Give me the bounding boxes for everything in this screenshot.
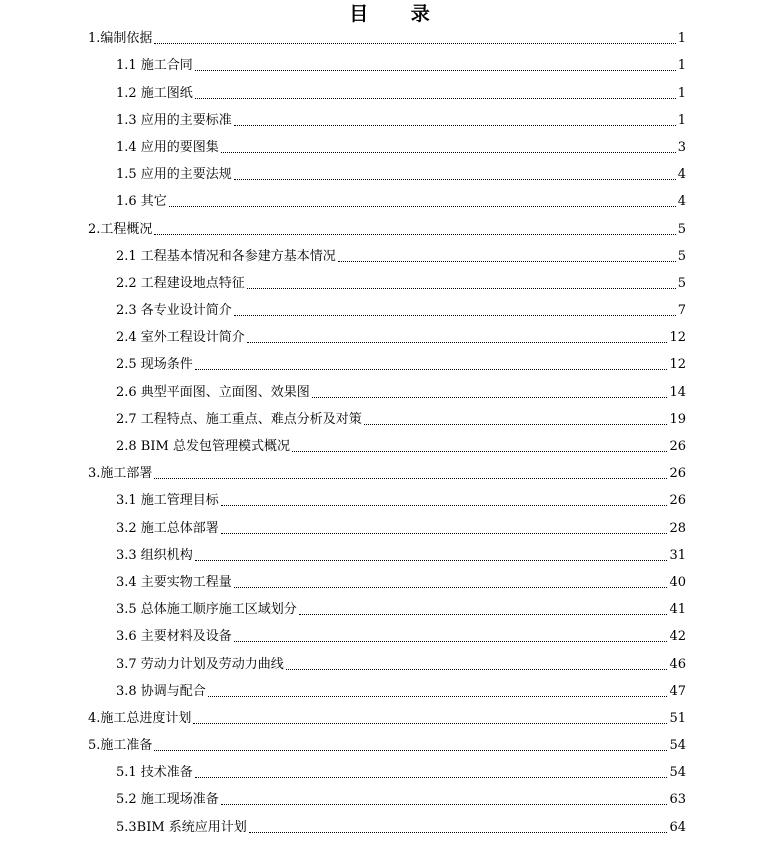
toc-entry-text: 3.1 施工管理目标 xyxy=(116,493,219,509)
toc-entry-text: 3.5 总体施工顺序施工区域划分 xyxy=(116,602,297,618)
dot-leader xyxy=(221,151,676,153)
toc-page-number: 40 xyxy=(669,574,686,590)
toc-page-number: 51 xyxy=(669,710,686,726)
toc-entry-text: 2.5 现场条件 xyxy=(116,357,193,373)
toc-subsection-entry[interactable] xyxy=(0,129,779,156)
dot-leader xyxy=(364,423,668,425)
toc-page-number: 63 xyxy=(669,792,686,808)
dot-leader xyxy=(247,287,676,289)
toc-subsection-entry[interactable] xyxy=(0,645,779,672)
toc-page-number: 42 xyxy=(669,629,686,645)
toc-page-number: 1 xyxy=(677,58,686,74)
toc-entry-text: 3.2 施工总体部署 xyxy=(116,520,219,536)
toc-subsection-entry[interactable] xyxy=(0,47,779,74)
dot-leader xyxy=(195,69,676,71)
toc-page-number: 54 xyxy=(669,738,686,754)
toc-page-number: 26 xyxy=(669,466,686,482)
toc-list xyxy=(0,20,779,836)
dot-leader xyxy=(299,613,668,615)
toc-section-entry[interactable] xyxy=(0,455,779,482)
toc-entry-text: 3.施工部署 xyxy=(88,466,153,482)
toc-subsection-entry[interactable] xyxy=(0,618,779,645)
toc-section-entry[interactable] xyxy=(0,700,779,727)
toc-page-number: 41 xyxy=(669,602,686,618)
dot-leader xyxy=(195,559,668,561)
toc-entry-text: 5.2 施工现场准备 xyxy=(116,792,219,808)
dot-leader xyxy=(195,776,668,778)
dot-leader xyxy=(221,504,668,506)
toc-entry-text: 3.4 主要实物工程量 xyxy=(116,574,232,590)
toc-subsection-entry[interactable] xyxy=(0,346,779,373)
toc-subsection-entry[interactable] xyxy=(0,808,779,835)
toc-subsection-entry[interactable] xyxy=(0,373,779,400)
toc-page-number: 5 xyxy=(677,221,686,237)
dot-leader xyxy=(154,477,667,479)
toc-page-number: 1 xyxy=(677,85,686,101)
toc-section-entry[interactable] xyxy=(0,210,779,237)
dot-leader xyxy=(193,722,667,724)
toc-entry-text: 1.1 施工合同 xyxy=(116,58,193,74)
toc-subsection-entry[interactable] xyxy=(0,754,779,781)
toc-page-number: 64 xyxy=(669,819,686,835)
toc-entry-text: 1.3 应用的主要标准 xyxy=(116,112,232,128)
toc-page-number: 26 xyxy=(669,493,686,509)
toc-page-number: 5 xyxy=(677,275,686,291)
toc-subsection-entry[interactable] xyxy=(0,482,779,509)
toc-entry-text: 2.工程概况 xyxy=(88,221,153,237)
dot-leader xyxy=(195,97,676,99)
toc-subsection-entry[interactable] xyxy=(0,564,779,591)
toc-page-number: 3 xyxy=(677,139,686,155)
toc-page-number: 14 xyxy=(669,384,686,400)
dot-leader xyxy=(154,749,667,751)
toc-page-number: 4 xyxy=(677,194,686,210)
toc-entry-text: 5.1 技术准备 xyxy=(116,765,193,781)
dot-leader xyxy=(169,205,676,207)
toc-subsection-entry[interactable] xyxy=(0,319,779,346)
toc-subsection-entry[interactable] xyxy=(0,238,779,265)
toc-page-number: 47 xyxy=(669,683,686,699)
toc-page-number: 4 xyxy=(677,167,686,183)
toc-subsection-entry[interactable] xyxy=(0,102,779,129)
dot-leader xyxy=(292,450,668,452)
dot-leader xyxy=(154,233,675,235)
toc-page-number: 5 xyxy=(677,248,686,264)
dot-leader xyxy=(208,695,668,697)
toc-subsection-entry[interactable] xyxy=(0,401,779,428)
toc-subsection-entry[interactable] xyxy=(0,509,779,536)
toc-subsection-entry[interactable] xyxy=(0,537,779,564)
toc-subsection-entry[interactable] xyxy=(0,74,779,101)
toc-entry-text: 2.6 典型平面图、立面图、效果图 xyxy=(116,384,310,400)
toc-entry-text: 3.6 主要材料及设备 xyxy=(116,629,232,645)
toc-entry-text: 1.2 施工图纸 xyxy=(116,85,193,101)
toc-entry-text: 5.3BIM 系统应用计划 xyxy=(116,819,247,835)
dot-leader xyxy=(234,640,668,642)
toc-page-number: 12 xyxy=(669,357,686,373)
dot-leader xyxy=(234,314,676,316)
dot-leader xyxy=(234,586,668,588)
toc-page-number: 7 xyxy=(677,303,686,319)
toc-subsection-entry[interactable] xyxy=(0,673,779,700)
toc-page-number: 12 xyxy=(669,330,686,346)
dot-leader xyxy=(154,42,675,44)
dot-leader xyxy=(312,396,668,398)
dot-leader xyxy=(247,341,668,343)
toc-section-entry[interactable] xyxy=(0,727,779,754)
toc-subsection-entry[interactable] xyxy=(0,591,779,618)
toc-subsection-entry[interactable] xyxy=(0,428,779,455)
dot-leader xyxy=(221,532,668,534)
toc-subsection-entry[interactable] xyxy=(0,781,779,808)
toc-entry-text: 2.2 工程建设地点特征 xyxy=(116,275,245,291)
toc-entry-text: 1.6 其它 xyxy=(116,194,167,210)
dot-leader xyxy=(195,368,668,370)
toc-entry-text: 1.4 应用的要图集 xyxy=(116,139,219,155)
toc-section-entry[interactable] xyxy=(0,20,779,47)
toc-subsection-entry[interactable] xyxy=(0,265,779,292)
dot-leader xyxy=(249,831,668,833)
dot-leader xyxy=(221,803,668,805)
toc-page-number: 54 xyxy=(669,765,686,781)
toc-entry-text: 2.3 各专业设计简介 xyxy=(116,303,232,319)
toc-entry-text: 3.7 劳动力计划及劳动力曲线 xyxy=(116,656,284,672)
toc-entry-text: 4.施工总进度计划 xyxy=(88,710,192,726)
toc-page-number: 1 xyxy=(677,31,686,47)
toc-page-number: 28 xyxy=(669,520,686,536)
toc-page-number: 26 xyxy=(669,439,686,454)
dot-leader xyxy=(234,178,676,180)
dot-leader xyxy=(338,260,676,262)
toc-title: 目 录 xyxy=(349,3,448,25)
dot-leader xyxy=(234,124,676,126)
toc-entry-text: 1.5 应用的主要法规 xyxy=(116,167,232,183)
toc-entry-text: 1.编制依据 xyxy=(88,31,153,47)
toc-page-number: 19 xyxy=(669,411,686,427)
toc-entry-text: 2.7 工程特点、施工重点、难点分析及对策 xyxy=(116,411,362,427)
toc-page-number: 1 xyxy=(677,112,686,128)
toc-entry-text: 3.8 协调与配合 xyxy=(116,683,206,699)
toc-subsection-entry[interactable] xyxy=(0,292,779,319)
toc-page-number: 46 xyxy=(669,656,686,672)
dot-leader xyxy=(286,668,668,670)
toc-subsection-entry[interactable] xyxy=(0,156,779,183)
toc-page-number: 31 xyxy=(669,547,686,563)
toc-subsection-entry[interactable] xyxy=(0,183,779,210)
toc-entry-text: 5.施工准备 xyxy=(88,738,153,754)
toc-entry-text: 3.3 组织机构 xyxy=(116,547,193,563)
toc-entry-text: 2.1 工程基本情况和各参建方基本情况 xyxy=(116,248,336,264)
toc-entry-text: 2.8 BIM 总发包管理模式概况 xyxy=(116,439,290,454)
toc-entry-text: 2.4 室外工程设计简介 xyxy=(116,330,245,346)
